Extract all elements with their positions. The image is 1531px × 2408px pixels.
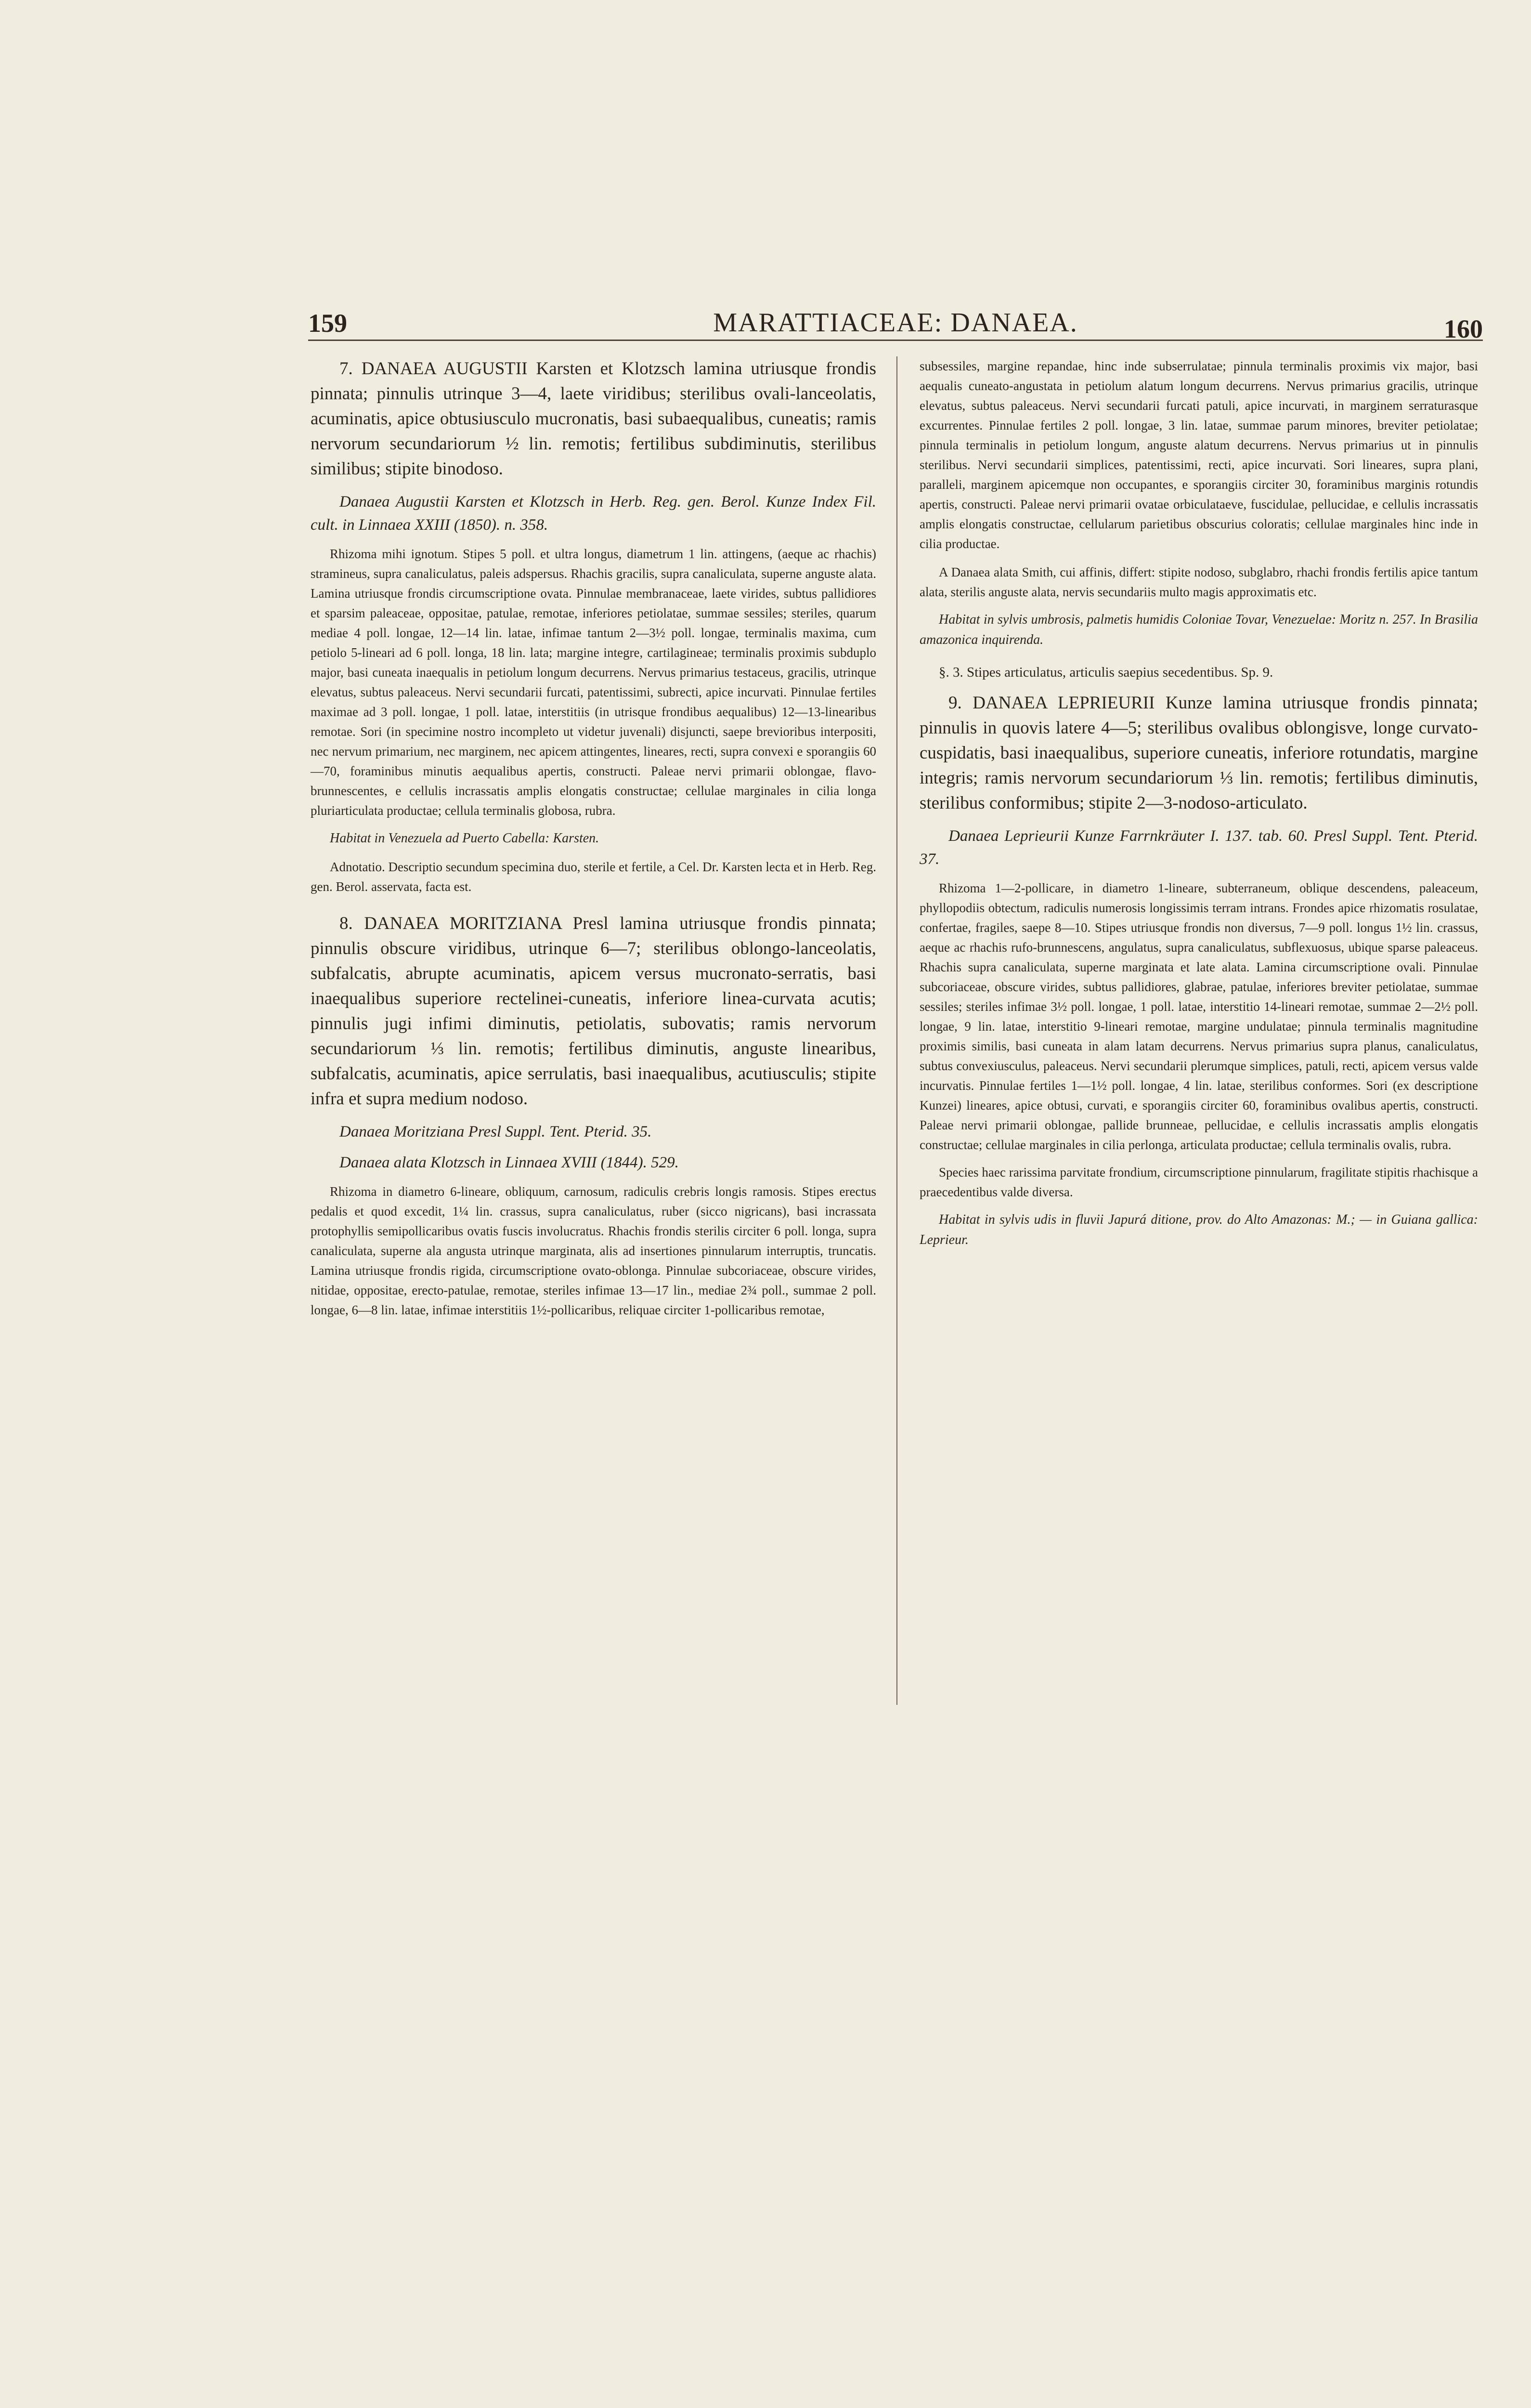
- page-number-right: 160: [1444, 314, 1483, 343]
- species-7-habitat: Habitat in Venezuela ad Puerto Cabella: Karsten.: [330, 831, 599, 846]
- left-column: [311, 356, 876, 1688]
- section-heading: §. 3. Stipes articulatus, articulis saepius secedentibus. Sp. 9.: [939, 665, 1273, 680]
- species-8-description-continued: subsessiles, margine repandae, hinc inde subserrulatae; pinnula terminalis proximis vix major, basi aequalis cuneato-angustata in petiolum alatum longum decurrens. Nervus primarius gracilis, utrinque elevatus, subtus paleaceus. Nervi secundarii furcati patuli, apice incurvati, in marginem serraturasque excurrentes. Pinnulae fertiles 2 poll. longae, 3 lin. latae, summae parum minores, breviter petiolatae; pinnula terminalis in petiolum longum, anguste alatum decurrens. Nervus primarius ut in pinnulis sterilibus. Nervi secundarii simplices, patentissimi, recti, apice incurvati. Sori lineares, supra plani, paralleli, marginem apicemque non occupantes, e sporangiis circiter 30, foraminibus marginis rotundis apertis, constructi. Paleae nervi primarii ovatae orbiculataeve, fuscidulae, pellucidae, e cellulis incrassatis amplis elongatis constructae, cellularum parietibus obscurius coloratis; cellulae marginales hinc inde in cilia productae.: [920, 359, 1478, 551]
- species-8-citation-2: Danaea alata Klotzsch in Linnaea XVIII (1844). 529.: [339, 1154, 679, 1171]
- species-7-diagnosis: 7. DANAEA AUGUSTII Karsten et Klotzsch lamina utriusque frondis pinnata; pinnulis utrinque 3—4, laete viridibus; sterilibus ovali-lanceolatis, acuminatis, apice obtusiusculo mucronatis, basi subaequalibus, cuneatis; ramis nervorum secundariorum ½ lin. remotis; fertilibus subdiminutis, sterilibus similibus; stipite binodoso.: [311, 359, 876, 479]
- species-9-citation: Danaea Leprieurii Kunze Farrnkräuter I. 137. tab. 60. Presl Suppl. Tent. Pterid. 37.: [920, 827, 1478, 868]
- header-rule: [308, 340, 1483, 341]
- column-divider: [896, 356, 897, 1705]
- species-7-citation: Danaea Augustii Karsten et Klotzsch in Herb. Reg. gen. Berol. Kunze Index Fil. cult. in Linnaea XXIII (1850). n. 358.: [311, 493, 876, 534]
- species-8-citation-1: Danaea Moritziana Presl Suppl. Tent. Pterid. 35.: [339, 1123, 652, 1140]
- right-column: [920, 356, 1478, 1688]
- species-8-description: Rhizoma in diametro 6-lineare, obliquum, carnosum, radiculis crebris longis ramosis. Stipes erectus pedalis et quod excedit, 1¼ lin. crassus, supra canaliculatus, ruber (sicco nigricans), basi incrassata protophyllis semipollicaribus ovatis fuscis involucratus. Rhachis frondis sterilis circiter 6 poll. longa, supra canaliculata, superne ala angusta utrinque marginata, alis ad insertiones pinnularum interruptis, truncatis. Lamina utriusque frondis rigida, circumscriptione ovato-oblonga. Pinnulae subcoriaceae, obscure virides, nitidae, oppositae, erecto-patulae, remotae, steriles infimae 13—17 lin., mediae 2¾ poll., summae 2 poll. longae, 6—8 lin. latae, infimae interstitiis 1½-pollicaribus, reliquae circiter 1-pollicaribus remotae,: [311, 1184, 876, 1317]
- species-7-adnotatio: Adnotatio. Descriptio secundum specimina duo, sterile et fertile, a Cel. Dr. Karsten lecta et in Herb. Reg. gen. Berol. asservata, facta est.: [311, 860, 876, 894]
- species-8-habitat: Habitat in sylvis umbrosis, palmetis humidis Coloniae Tovar, Venezuelae: Moritz n. 257. In Brasilia amazonica inquirenda.: [920, 612, 1478, 647]
- species-9-remark: Species haec rarissima parvitate frondium, circumscriptione pinnularum, fragilitate stipitis rhachisque a praecedentibus valde diversa.: [920, 1165, 1478, 1199]
- species-9-habitat: Habitat in sylvis udis in fluvii Japurá ditione, prov. do Alto Amazonas: M.; — in Guiana gallica: Leprieur.: [920, 1212, 1478, 1247]
- running-head: MARATTIACEAE: DANAEA.: [713, 308, 1078, 338]
- species-8-diagnosis: 8. DANAEA MORITZIANA Presl lamina utriusque frondis pinnata; pinnulis obscure viridibus, utrinque 6—7; sterilibus oblongo-lanceolatis, subfalcatis, abrupte acuminatis, apicem versus mucronato-serratis, basi inaequalibus superiore rectelinei-cuneatis, inferiore linea-curvata acutis; pinnulis jugi infimi diminutis, petiolatis, subovatis; ramis nervorum secundariorum ⅓ lin. remotis; fertilibus diminutis, anguste linearibus, subfalcatis, acuminatis, apice serrulatis, basi inaequalibus, acutiusculis; stipite infra et supra medium nodoso.: [311, 914, 876, 1109]
- species-8-note: A Danaea alata Smith, cui affinis, differt: stipite nodoso, subglabro, rhachi frondis fertilis apice tantum alata, sterilis anguste alata, nervis secundariis multo magis approximatis etc.: [920, 565, 1478, 599]
- species-9-diagnosis: 9. DANAEA LEPRIEURII Kunze lamina utriusque frondis pinnata; pinnulis in quovis latere 4—5; sterilibus ovalibus oblongisve, longe curvato-cuspidatis, basi inaequalibus, superiore cuneatis, inferiore rotundatis, margine integris; ramis nervorum secundariorum ⅓ lin. remotis; fertilibus diminutis, sterilibus conformibus; stipite 2—3-nodoso-articulato.: [920, 693, 1478, 813]
- species-9-description: Rhizoma 1—2-pollicare, in diametro 1-lineare, subterraneum, oblique descendens, paleaceum, phyllopodiis obtectum, radiculis numerosis longissimis terram intrans. Frondes apice rhizomatis rosulatae, confertae, fragiles, saepe 8—10. Stipes utriusque frondis non diversus, 7—9 poll. longus 1½ lin. crassus, aeque ac rhachis rufo-brunnescens, angulatus, supra canaliculatus, subflexuosus, ubique sparse paleaceus. Rhachis supra canaliculata, superne marginata et late alata. Lamina circumscriptione ovali. Pinnulae subcoriaceae, obscure virides, subtus pallidiores, glabrae, patulae, inferiores breviter petiolatae, summae sessiles; steriles infimae 3½ poll. longae, 1 poll. latae, interstitio 14-lineari remotae, summae 2—2½ poll. longae, 9 lin. latae, interstitio 9-lineari remotae, margine undulatae; pinnula terminalis magnitudine proximis similis, basi cuneata in alam latam decurrens. Nervus primarius supra planus, canaliculatus, subtus convexiusculus, paleaceus. Nervi secundarii plerumque simplices, patuli, recti, apicem versus valde incurvatis. Pinnulae fertiles 1—1½ poll. longae, 4 lin. latae, sterilibus conformes. Sori (ex descriptione Kunzei) lineares, apice obtusi, curvati, e sporangiis circiter 60, foraminibus ovalibus apertis, constructi. Paleae nervi primarii oblongae, pallide brunneae, pellucidae, e cellulis incrassatis amplis elongatis constructae; cellulae marginales in cilia perlonga, articulata productae; cellula terminalis ovalis, rubra.: [920, 881, 1478, 1152]
- page-number-left: 159: [308, 309, 347, 338]
- species-7-description: Rhizoma mihi ignotum. Stipes 5 poll. et ultra longus, diametrum 1 lin. attingens, (aeque ac rhachis) stramineus, supra canaliculatus, paleis adspersus. Rhachis gracilis, supra canaliculata, superne anguste alata. Lamina utriusque frondis circumscriptione ovata. Pinnulae membranaceae, laete virides, subtus pallidiores et sparsim paleaceae, oppositae, patulae, remotae, inferiores petiolatae, summae sessiles; steriles, quarum mediae 4 poll. longae, 12—14 lin. latae, infimae tantum 2—3½ poll. longae, terminalis maxima, cum petiolo 5-lineari ad 6 poll. longa, 18 lin. lata; margine integre, cartilagineae; terminalis proximis subduplo major, basi cuneata inaequalis in petiolum longum decurrens. Nervus primarius testaceus, gracilis, utrinque elevatus, subtus paleaceus. Nervi secundarii furcati, patentissimi, subrecti, apice incurvati. Pinnulae fertiles maximae ad 3 poll. longae, 1 poll. latae, interstitiis (in utrisque frondibus aequalibus) 12—13-linearibus remotae. Sori (in specimine nostro incompleto ut videtur juvenali) disjuncti, saepe brevioribus interpositi, nec nervum primarium, nec marginem, nec apicem attingentes, lineares, recti, supra convexi e sporangiis 60—70, foraminibus minutis aequalibus apertis, constructi. Paleae nervi primarii oblongae, flavo-brunnescentes, e cellulis incrassatis amplis elongatis constructae; cellulae marginales in cilia longa pluriarticulata productae; cellula terminalis globosa, rubra.: [311, 547, 876, 818]
